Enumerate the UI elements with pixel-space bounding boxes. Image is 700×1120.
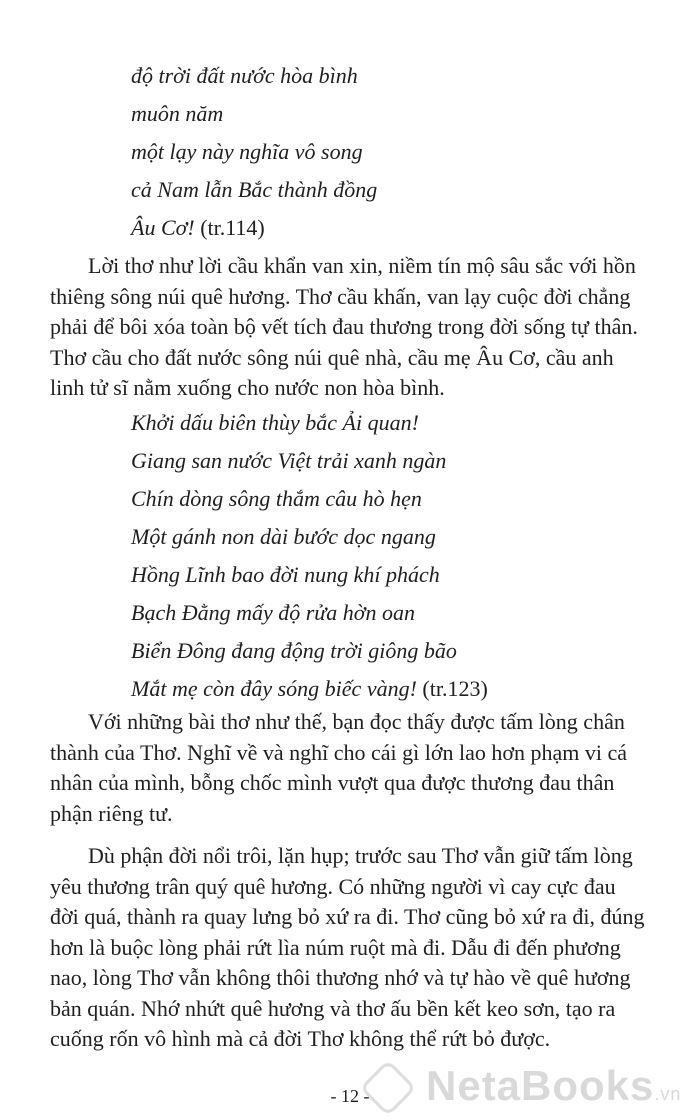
watermark-brand: NetaBooks (426, 1062, 655, 1109)
poem-citation: (tr.114) (200, 215, 265, 240)
netabooks-watermark (362, 1058, 692, 1116)
paragraph-line: Lời thơ như lời cầu khẩn van xin, niềm tín mộ sâu sắc với hồn (88, 253, 636, 278)
paragraph-line: thành của Thơ. Nghĩ về và nghĩ cho cái gì lớn lao hơn phạm vi cá (50, 739, 628, 765)
paragraph-line: bản quán. Nhớ nhứt quê hương và thơ ấu bền kết keo sơn, tạo ra (50, 995, 616, 1021)
paragraph-line: linh tử sĩ nằm xuống cho nước non hòa bình. (50, 375, 445, 400)
poem-line-text: Âu Cơ! (131, 215, 195, 240)
paragraph-line: đời quá, thành ra quay lưng bỏ xứ ra đi. Thơ cũng bỏ xứ ra đi, đúng (50, 904, 645, 929)
paragraph-line: nao, lòng Thơ vẫn không thôi thương nhớ và tự hào về quê hương (50, 965, 631, 990)
paragraph-2 (50, 707, 650, 829)
poem-line: Hồng Lĩnh bao đời nung khí phách (131, 562, 440, 587)
poem-line: độ trời đất nước hòa bình (131, 63, 358, 88)
poem-line: Khởi dấu biên thùy bắc Ải quan! (131, 410, 419, 435)
page-number: - 12 - (330, 1086, 370, 1106)
paragraph-line: yêu thương trân quý quê hương. Có những người vì cay cực đau (50, 873, 616, 899)
poem-line (131, 670, 488, 708)
paragraph-line: Dù phận đời nổi trôi, lặn hụp; trước sau Thơ vẫn giữ tấm lòng (88, 843, 633, 868)
poem-line: Một gánh non dài bước dọc ngang (131, 524, 436, 549)
watermark-suffix: .vn (654, 1084, 682, 1104)
poem-citation: (tr.123) (422, 676, 488, 701)
poem-line-text: Mắt mẹ còn đây sóng biếc vàng! (131, 676, 417, 701)
paragraph-line: Thơ cầu cho đất nước sông núi quê nhà, cầu mẹ Âu Cơ, cầu anh (50, 344, 614, 370)
paragraph-line: phận riêng tư. (50, 800, 173, 826)
poem-line: một lạy này nghĩa vô song (131, 139, 363, 164)
poem-line (131, 209, 377, 247)
poem-1 (131, 57, 377, 247)
poem-line: Giang san nước Việt trải xanh ngàn (131, 448, 447, 473)
netabooks-logo-icon (359, 1059, 416, 1116)
paragraph-line: hơn là buộc lòng phải rứt lìa núm ruột mà đi. Dẫu đi đến phương (50, 934, 621, 960)
watermark-text (426, 1062, 681, 1110)
paragraph-3 (50, 841, 650, 1055)
poem-2 (131, 404, 488, 708)
poem-line: cả Nam lẫn Bắc thành đồng (131, 177, 378, 202)
paragraph-line: thiêng sông núi quê hương. Thơ cầu khấn, van lạy cuộc đời chẳng (50, 283, 631, 309)
poem-line: Biển Đông đang động trời giông bão (131, 638, 457, 663)
poem-line: Bạch Đằng mấy độ rửa hờn oan (131, 600, 416, 625)
paragraph-1 (50, 251, 650, 404)
poem-line: Chín dòng sông thắm câu hò hẹn (131, 486, 422, 511)
paragraph-line: phải để bôi xóa toàn bộ vết tích đau thương trong đời sống tự thân. (50, 314, 638, 339)
paragraph-line: Với những bài thơ như thế, bạn đọc thấy được tấm lòng chân (88, 709, 625, 734)
paragraph-line: nhân của mình, bỗng chốc mình vượt qua được thương đau thân (50, 770, 615, 795)
poem-line: muôn năm (131, 101, 224, 126)
paragraph-line: cuống rốn vô hình mà cả đời Thơ không thể rứt bỏ được. (50, 1026, 551, 1051)
